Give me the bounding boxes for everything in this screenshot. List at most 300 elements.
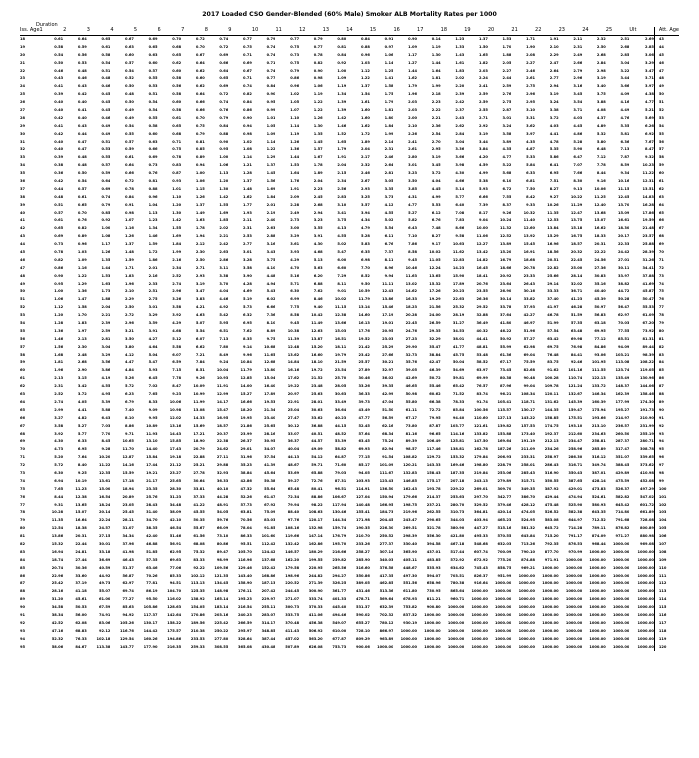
rate-cell: 50.38 <box>264 478 276 483</box>
rate-cell: 78.04 <box>240 526 252 531</box>
rate-cell: 968.44 <box>591 541 606 546</box>
rate-cell: 214.37 <box>426 494 441 499</box>
rate-cell: 1.06 <box>384 52 394 57</box>
rate-cell: 28.01 <box>311 399 323 404</box>
rate-cell: 971.91 <box>544 557 559 562</box>
rate-cell: 11.32 <box>500 226 512 231</box>
rate-cell: 1.46 <box>337 123 347 128</box>
rate-cell: 1000.00 <box>613 612 630 617</box>
rate-cell: 12.54 <box>51 526 64 531</box>
rate-cell: 0.57 <box>148 68 158 73</box>
rate-cell: 2.68 <box>620 44 630 49</box>
rate-cell: 0.96 <box>360 52 370 57</box>
rate-cell: 162.86 <box>308 541 323 546</box>
rate-cell: 10.16 <box>618 179 630 183</box>
rate-cell: 11.79 <box>358 297 370 302</box>
rate-cell: 2.21 <box>431 115 441 120</box>
rate-cell: 262.55 <box>426 510 441 515</box>
rate-cell: 44.28 <box>216 494 229 499</box>
rate-cell: 220.52 <box>285 581 300 586</box>
issue-age-cell: 26 <box>20 100 26 105</box>
attained-age-cell: 93 <box>654 431 679 439</box>
ultimate-rate-cell: 3.29 <box>645 60 654 65</box>
rate-cell: 1.82 <box>478 60 488 65</box>
rate-cell: 28.16 <box>51 589 64 594</box>
rate-cell: 96.65 <box>429 431 441 436</box>
ultimate-rate-cell: 55.53 <box>642 305 654 310</box>
rate-cell: 2.77 <box>549 76 559 81</box>
rate-cell: 1.10 <box>172 194 182 199</box>
table-row <box>20 383 679 391</box>
issue-age-cell: 80 <box>20 526 26 531</box>
rate-cell: 19.95 <box>240 415 252 420</box>
rate-cell: 429.01 <box>568 486 583 491</box>
rate-cell: 213.10 <box>591 423 606 428</box>
rate-cell: 1.44 <box>290 155 300 160</box>
rate-cell: 32.29 <box>429 336 441 341</box>
rate-cell: 2.74 <box>172 281 182 286</box>
rate-cell: 4.68 <box>172 328 182 333</box>
rate-cell: 1.05 <box>290 100 300 105</box>
rate-cell: 1.53 <box>101 273 111 278</box>
rate-cell: 175.17 <box>426 478 441 483</box>
rate-cell: 12.63 <box>311 328 323 333</box>
rate-cell: 3.88 <box>596 100 606 105</box>
rate-cell: 11.29 <box>570 202 583 207</box>
table-row <box>20 596 679 604</box>
rate-cell: 69.63 <box>169 557 182 562</box>
rate-cell: 2.10 <box>408 123 418 128</box>
rate-cell: 22.44 <box>75 541 87 546</box>
rate-cell: 1.37 <box>195 202 205 207</box>
issue-age-cell: 38 <box>20 194 26 199</box>
ultimate-rate-cell: 1000.00 <box>637 549 654 554</box>
rate-cell: 1000.00 <box>424 636 441 641</box>
rate-cell: 36.33 <box>358 392 370 397</box>
rate-cell: 0.88 <box>219 131 229 136</box>
rate-cell: 10.20 <box>98 455 111 460</box>
issue-age-cell: 27 <box>20 107 26 112</box>
issue-age-cell: 64 <box>20 399 26 404</box>
rate-cell: 1000.00 <box>495 620 512 625</box>
table-row <box>20 296 679 304</box>
issue-age-cell: 32 <box>20 147 26 152</box>
rate-cell: 4.55 <box>337 234 347 239</box>
rate-cell: 27.44 <box>75 557 87 562</box>
rate-cell: 25.57 <box>358 360 370 365</box>
rate-cell: 0.69 <box>101 186 111 191</box>
rate-cell: 4.59 <box>478 163 488 168</box>
rate-cell: 8.10 <box>125 415 134 420</box>
attained-age-cell: 108 <box>654 549 679 557</box>
rate-cell: 63.18 <box>594 321 606 326</box>
rate-cell: 0.72 <box>219 44 229 49</box>
ultimate-rate-cell: 8.47 <box>645 147 654 152</box>
rate-cell: 0.86 <box>54 265 64 270</box>
rate-cell: 0.93 <box>172 179 182 183</box>
rate-cell: 6.33 <box>526 171 536 176</box>
rate-cell: 3.97 <box>526 131 536 136</box>
rate-cell: 0.76 <box>219 107 229 112</box>
rate-cell: 3.10 <box>337 202 347 207</box>
rate-cell: 5.53 <box>431 202 441 207</box>
issue-age-cell: 65 <box>20 407 26 412</box>
rate-cell: 1.64 <box>431 68 441 73</box>
rate-cell: 4.70 <box>290 265 300 270</box>
rate-cell: 3.47 <box>195 289 205 294</box>
attained-age-cell: 84 <box>654 360 679 368</box>
table-row <box>20 344 679 352</box>
issue-age-cell: 81 <box>20 534 26 539</box>
rate-cell: 837.32 <box>403 612 418 617</box>
issue-age-cell: 54 <box>20 321 26 326</box>
rate-cell: 7.70 <box>360 265 370 270</box>
rate-cell: 15.59 <box>122 470 134 475</box>
duration-header: 10 <box>252 27 276 36</box>
rate-cell: 260.50 <box>615 431 630 436</box>
rate-cell: 0.42 <box>54 179 64 183</box>
rate-cell: 4.77 <box>408 202 418 207</box>
rate-cell: 3.24 <box>549 100 559 105</box>
rate-cell: 21.56 <box>429 305 441 310</box>
rate-cell: 18.90 <box>193 439 205 444</box>
rate-cell: 32.93 <box>216 470 229 475</box>
ultimate-rate-cell: 1000.00 <box>637 605 654 610</box>
rate-cell: 7.62 <box>313 289 323 294</box>
rate-cell: 0.59 <box>125 147 134 152</box>
rate-cell: 1000.00 <box>471 612 488 617</box>
rate-cell: 1.02 <box>243 139 252 144</box>
rate-cell: 25.29 <box>382 344 394 349</box>
rate-cell: 258.01 <box>521 463 536 468</box>
table-row <box>20 565 679 573</box>
issue-age-cell: 19 <box>20 44 26 49</box>
rate-cell: 71.60 <box>334 463 347 468</box>
rate-cell: 35.16 <box>594 281 606 286</box>
table-row <box>20 68 679 76</box>
rate-cell: 9.33 <box>526 202 536 207</box>
table-row <box>20 146 679 154</box>
issue-age-cell: 51 <box>20 297 26 302</box>
rate-cell: 283.07 <box>261 612 276 617</box>
rate-cell: 0.88 <box>148 186 158 191</box>
attained-age-cell: 80 <box>654 328 679 336</box>
rate-cell: 216.35 <box>167 644 182 649</box>
rate-cell: 1.83 <box>125 273 134 278</box>
ultimate-rate-cell: 547.02 <box>640 494 654 499</box>
table-row <box>20 431 679 439</box>
issue-age-cell: 84 <box>20 557 26 562</box>
rate-cell: 258.97 <box>544 455 559 460</box>
rate-cell: 0.66 <box>195 107 205 112</box>
rate-cell: 483.85 <box>426 557 441 562</box>
rate-cell: 1000.00 <box>613 557 630 562</box>
rate-cell: 10.93 <box>216 376 229 381</box>
rate-cell: 0.96 <box>148 194 158 199</box>
rate-cell: 643.84 <box>521 534 536 539</box>
rate-cell: 216.66 <box>332 549 347 554</box>
rate-cell: 63.81 <box>240 510 252 515</box>
rate-cell: 753.73 <box>332 644 347 649</box>
rate-cell: 105.86 <box>143 605 158 610</box>
rate-cell: 0.53 <box>148 84 158 89</box>
rate-cell: 1.27 <box>408 60 418 65</box>
rate-cell: 277.80 <box>214 636 229 641</box>
rate-cell: 1000.00 <box>447 605 465 610</box>
rate-cell: 2.71 <box>478 115 488 120</box>
rate-cell: 18.20 <box>240 407 252 412</box>
rate-cell: 1000.00 <box>518 589 536 594</box>
rate-cell: 8.86 <box>125 423 134 428</box>
rate-cell: 3.22 <box>620 68 630 73</box>
rate-cell: 2.26 <box>408 131 418 136</box>
ultimate-rate-cell: 231.99 <box>640 423 654 428</box>
rate-cell: 1.62 <box>243 194 252 199</box>
rate-cell: 195.27 <box>615 407 630 412</box>
rate-cell: 0.62 <box>195 68 205 73</box>
rate-cell: 5.71 <box>290 281 300 286</box>
table-row <box>20 36 679 44</box>
ultimate-rate-cell: 25.88 <box>642 242 654 247</box>
rate-cell: 1.99 <box>384 131 394 136</box>
table-row <box>20 557 679 565</box>
rate-cell: 1.70 <box>77 313 87 318</box>
rate-cell: 243.13 <box>473 478 488 483</box>
rate-cell: 9.94 <box>384 273 394 278</box>
rate-cell: 45.55 <box>193 510 205 515</box>
rate-cell: 98.22 <box>311 502 323 507</box>
rate-cell: 33.82 <box>523 297 536 302</box>
table-row <box>20 336 679 344</box>
rate-cell: 2.62 <box>455 123 465 128</box>
rate-cell: 4.03 <box>549 123 559 128</box>
rate-cell: 1.91 <box>290 186 300 191</box>
attained-age-cell: 46 <box>654 60 679 68</box>
rate-cell: 17.19 <box>382 313 394 318</box>
rate-cell: 970.99 <box>568 549 583 554</box>
table-body <box>20 36 679 652</box>
rate-cell: 33.81 <box>193 486 205 491</box>
rate-cell: 17.43 <box>169 447 182 452</box>
rate-cell: 960.71 <box>450 597 465 602</box>
attained-age-cell: 47 <box>654 68 679 76</box>
rate-cell: 1000.00 <box>613 644 630 649</box>
issue-age-cell: 56 <box>20 336 26 341</box>
rate-cell: 0.63 <box>148 52 158 57</box>
rate-cell: 18.74 <box>51 557 64 562</box>
rate-cell: 0.45 <box>101 92 111 97</box>
rate-cell: 5.22 <box>502 163 512 168</box>
rate-cell: 46.65 <box>405 384 418 389</box>
rate-cell: 2.02 <box>455 76 465 81</box>
table-row <box>20 580 679 588</box>
rate-cell: 269.01 <box>473 486 488 491</box>
rate-cell: 92.46 <box>570 360 583 365</box>
issue-age-cell: 48 <box>20 273 26 278</box>
rate-cell: 280.70 <box>450 502 465 507</box>
rate-cell: 11.40 <box>523 218 536 223</box>
rate-cell: 4.29 <box>290 257 300 262</box>
rate-cell: 83.03 <box>264 518 276 523</box>
rate-cell: 1.42 <box>337 115 347 120</box>
rate-cell: 39.35 <box>382 384 394 389</box>
rate-cell: 9.75 <box>266 336 276 341</box>
rate-cell: 10.02 <box>429 250 441 255</box>
ultimate-rate-cell: 1000.00 <box>637 612 654 617</box>
rate-cell: 1.37 <box>243 179 252 183</box>
rate-cell: 5.13 <box>313 257 323 262</box>
rate-cell: 5.81 <box>620 131 630 136</box>
rate-cell: 3.01 <box>148 305 158 310</box>
rate-cell: 68.83 <box>75 628 87 633</box>
rate-cell: 158.43 <box>426 470 441 475</box>
rate-cell: 1000.00 <box>613 573 630 578</box>
rate-cell: 259.33 <box>190 644 205 649</box>
rate-cell: 462.85 <box>379 581 394 586</box>
rate-cell: 5.32 <box>596 131 606 136</box>
rate-cell: 204.45 <box>379 518 394 523</box>
rate-cell: 1000.00 <box>613 605 630 610</box>
rate-cell: 8.52 <box>360 273 370 278</box>
rate-cell: 0.70 <box>195 44 205 49</box>
rate-cell: 969.21 <box>521 565 536 570</box>
table-row <box>20 462 679 470</box>
rate-cell: 5.35 <box>620 123 630 128</box>
rate-cell: 1000.00 <box>565 557 583 562</box>
table-row <box>20 123 679 131</box>
rate-cell: 162.39 <box>615 392 630 397</box>
rate-cell: 35.76 <box>405 360 418 365</box>
rate-cell: 19.29 <box>429 297 441 302</box>
table-row <box>20 202 679 210</box>
rate-cell: 388.45 <box>615 463 630 468</box>
rate-cell: 3.45 <box>431 163 441 168</box>
rate-cell: 187.26 <box>497 447 512 452</box>
rate-cell: 0.98 <box>243 131 252 136</box>
rate-cell: 437.01 <box>426 549 441 554</box>
rate-cell: 44.41 <box>476 336 488 341</box>
rate-cell: 3.43 <box>266 250 276 255</box>
rate-cell: 420.14 <box>497 510 512 515</box>
rate-cell: 1.99 <box>431 84 441 89</box>
rate-cell: 1.88 <box>101 297 111 302</box>
rate-cell: 40.40 <box>594 289 606 294</box>
rate-cell: 117.46 <box>426 447 441 452</box>
rate-cell: 33.78 <box>500 305 512 310</box>
rate-cell: 713.26 <box>521 541 536 546</box>
ultimate-rate-cell: 410.98 <box>640 470 654 475</box>
rate-cell: 41.39 <box>264 463 276 468</box>
rate-cell: 0.53 <box>77 60 87 65</box>
rate-cell: 11.25 <box>594 194 606 199</box>
rate-cell: 56.47 <box>618 305 630 310</box>
rate-cell: 1.61 <box>455 60 465 65</box>
rate-cell: 632.03 <box>497 541 512 546</box>
rate-cell: 1.46 <box>148 234 158 239</box>
table-row <box>20 139 679 147</box>
rate-cell: 7.13 <box>219 336 229 341</box>
rate-cell: 62.08 <box>75 620 87 625</box>
rate-cell: 1000.00 <box>589 620 606 625</box>
rate-cell: 8.42 <box>526 194 536 199</box>
rate-cell: 13.10 <box>146 439 158 444</box>
rate-cell: 1000.00 <box>613 620 630 625</box>
rate-cell: 4.30 <box>455 171 465 176</box>
rate-cell: 0.48 <box>77 155 87 160</box>
rate-cell: 69.75 <box>547 344 559 349</box>
rate-cell: 6.00 <box>337 257 347 262</box>
rate-cell: 16.13 <box>358 321 370 326</box>
rate-cell: 3.50 <box>408 179 418 183</box>
rate-cell: 147.50 <box>473 439 488 444</box>
rate-cell: 5.02 <box>337 242 347 247</box>
rate-cell: 57.64 <box>358 431 370 436</box>
rate-cell: 429.89 <box>615 470 630 475</box>
rate-cell: 876.53 <box>568 541 583 546</box>
rate-cell: 1.41 <box>384 76 394 81</box>
rate-cell: 17.18 <box>122 478 134 483</box>
rate-cell: 37.19 <box>75 581 87 586</box>
rate-cell: 930.19 <box>403 620 418 625</box>
ultimate-rate-cell: 1000.00 <box>637 573 654 578</box>
rate-cell: 386.70 <box>521 494 536 499</box>
rate-cell: 225.42 <box>214 620 229 625</box>
rate-cell: 24.57 <box>98 526 111 531</box>
rate-cell: 2.95 <box>526 100 536 105</box>
rate-cell: 1.39 <box>337 100 347 105</box>
rate-cell: 33.60 <box>75 573 87 578</box>
rate-cell: 6.32 <box>243 313 252 318</box>
rate-cell: 1000.00 <box>565 612 583 617</box>
rate-cell: 1000.00 <box>471 644 488 649</box>
rate-cell: 37.54 <box>264 455 276 460</box>
rate-cell: 515.16 <box>497 526 512 531</box>
rate-cell: 0.95 <box>54 281 64 286</box>
rate-cell: 0.71 <box>243 52 252 57</box>
rate-cell: 88.86 <box>311 494 323 499</box>
rate-cell: 18.94 <box>122 486 134 491</box>
attained-age-cell: 45 <box>654 52 679 60</box>
rate-cell: 30.95 <box>264 439 276 444</box>
rate-cell: 0.43 <box>77 84 87 89</box>
rate-cell: 1.10 <box>290 115 300 120</box>
rate-cell: 1.03 <box>77 250 87 255</box>
rate-cell: 73.80 <box>405 423 418 428</box>
rate-cell: 6.95 <box>77 447 87 452</box>
issue-age-cell: 92 <box>20 620 26 625</box>
ultimate-rate-cell: 19.59 <box>642 218 654 223</box>
rate-cell: 139.82 <box>497 423 512 428</box>
rate-cell: 72.34 <box>287 494 300 499</box>
rate-cell: 370.33 <box>308 605 323 610</box>
rate-cell: 1.34 <box>148 226 158 231</box>
rate-cell: 9.71 <box>125 431 134 436</box>
rate-cell: 9.26 <box>195 376 205 381</box>
duration-header: 2 <box>63 27 87 36</box>
rate-cell: 15.27 <box>240 392 252 397</box>
rate-cell: 12.02 <box>169 415 182 420</box>
rate-cell: 5.63 <box>313 265 323 270</box>
rate-cell: 122.13 <box>591 376 606 381</box>
rate-cell: 41.80 <box>500 321 512 326</box>
rate-cell: 1.35 <box>101 257 111 262</box>
rate-cell: 24.42 <box>618 250 630 255</box>
rate-cell: 88.40 <box>287 510 300 515</box>
rate-cell: 1.64 <box>290 171 300 176</box>
rate-cell: 1.86 <box>148 257 158 262</box>
ultimate-rate-cell: 3.06 <box>645 52 654 57</box>
rate-cell: 19.01 <box>382 321 394 326</box>
